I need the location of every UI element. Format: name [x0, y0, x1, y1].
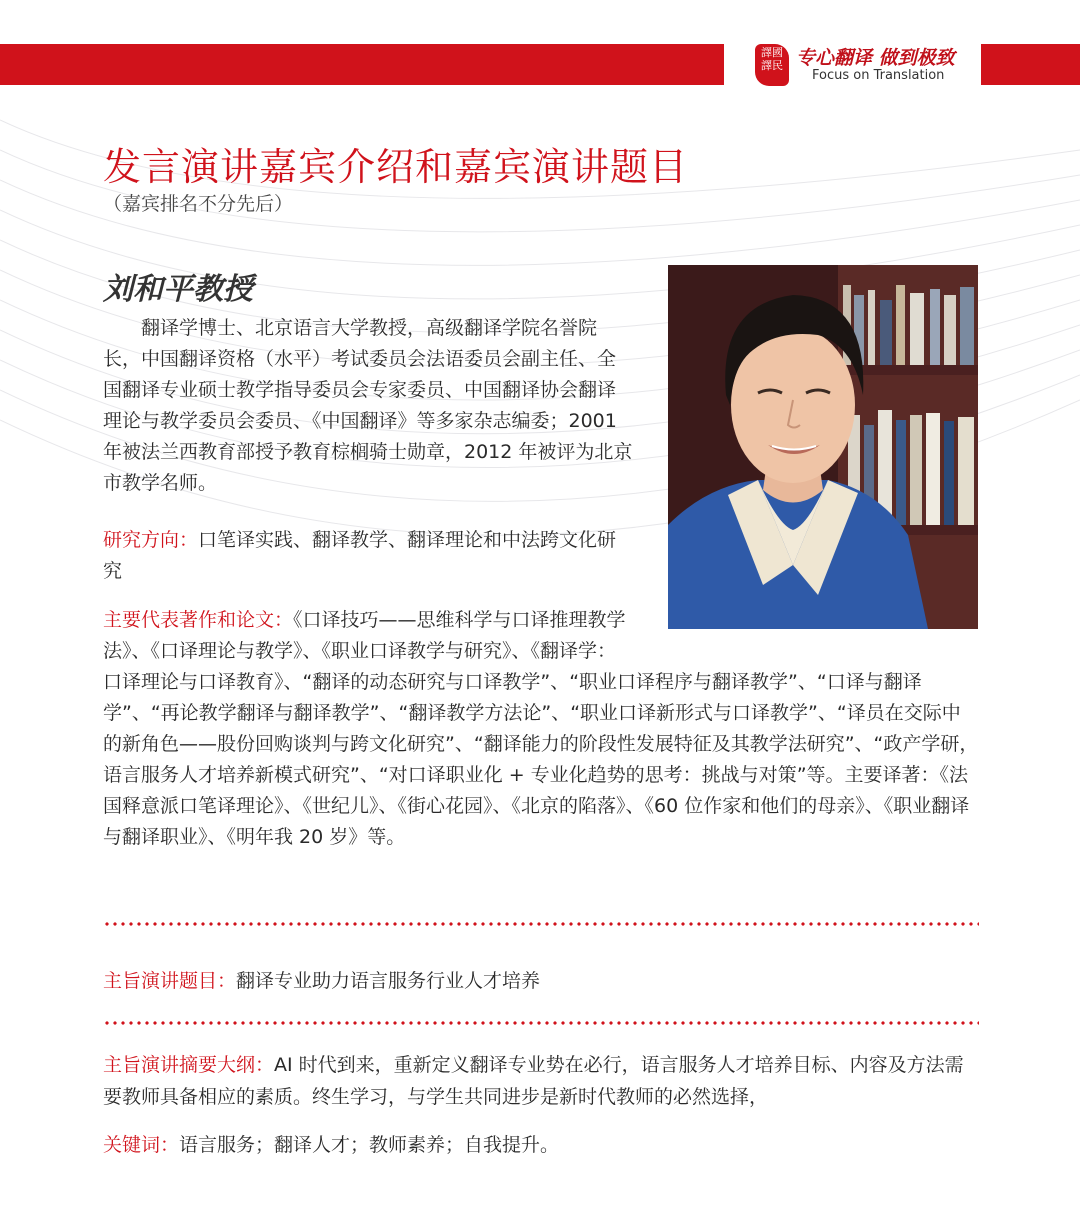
research-direction — [103, 525, 633, 587]
keywords — [103, 1129, 979, 1161]
speaker-name: 刘和平教授 — [103, 272, 253, 307]
topic-text: 翻译专业助力语言服务行业人才培养 — [236, 970, 541, 992]
outline-label: 主旨演讲摘要大纲： — [103, 1054, 275, 1076]
seal-icon: 譯國 譯民 — [755, 44, 789, 86]
works-label: 主要代表著作和论文： — [103, 609, 294, 631]
brand-slogan: 专心翻译 做到极致 — [796, 47, 955, 69]
research-label: 研究方向： — [103, 529, 199, 551]
research-text: 口笔译实践、翻译教学、翻译理论和中法跨文化研究 — [103, 529, 617, 582]
brand-slogan-en: Focus on Translation — [812, 68, 945, 83]
representative-works — [103, 605, 979, 853]
keywords-label: 关键词： — [103, 1134, 180, 1156]
header-bar-right — [981, 44, 1080, 85]
topic-label: 主旨演讲题目： — [103, 970, 237, 992]
page-subtitle: （嘉宾排名不分先后） — [103, 193, 294, 215]
speaker-bio: 翻译学博士、北京语言大学教授，高级翻译学院名誉院长，中国翻译资格（水平）考试委员会法语委员会副主任、全国翻译专业硕士教学指导委员会专家委员、中国翻译协会翻译理论与教学委员会委员、《中国翻译》等多家杂志编委；2001 年被法兰西教育部授予教育棕榈骑士勋章，2012 年被评为北京市教学名师。 — [103, 317, 633, 494]
keywords-text: 语言服务；翻译人才；教师素养；自我提升。 — [179, 1134, 560, 1156]
dotted-divider — [103, 922, 979, 926]
brand-logo — [740, 40, 980, 90]
keynote-topic — [103, 965, 979, 997]
dotted-divider — [103, 1021, 979, 1025]
speaker-photo — [668, 265, 978, 629]
outline-text: AI 时代到来，重新定义翻译专业势在必行，语言服务人才培养目标、内容及方法需要教师具备相应的素质。终生学习，与学生共同进步是新时代教师的必然选择， — [103, 1054, 964, 1108]
header-bar — [0, 44, 724, 85]
keynote-outline — [103, 1049, 979, 1113]
page-title: 发言演讲嘉宾介绍和嘉宾演讲题目 — [103, 145, 689, 189]
works-text: 《口译技巧——思维科学与口译推理教学法》、《口译理论与教学》、《职业口译教学与研究》、《翻译学：口译理论与口译教育》、“翻译的动态研究与口译教学”、“职业口译程序与翻译教学”、“口译与翻译学”、“再论教学翻译与翻译教学”、“翻译教学方法论”、“职业口译新形式与口译教学”、“译员在交际中的新角色——股份回购谈判与跨文化研究”、“翻译能力的阶段性发展特征及其教学法研究”、“政产学研，语言服务人才培养新模式研究”、“对口译职业化 + 专业化趋势的思考：挑战与对策”等。主要译著：《法国释意派口笔译理论》、《世纪儿》、《街心花园》、《北京的陷落》、《60 位作家和他们的母亲》、《职业翻译与翻译职业》、《明年我 20 岁》等。 — [103, 609, 979, 848]
